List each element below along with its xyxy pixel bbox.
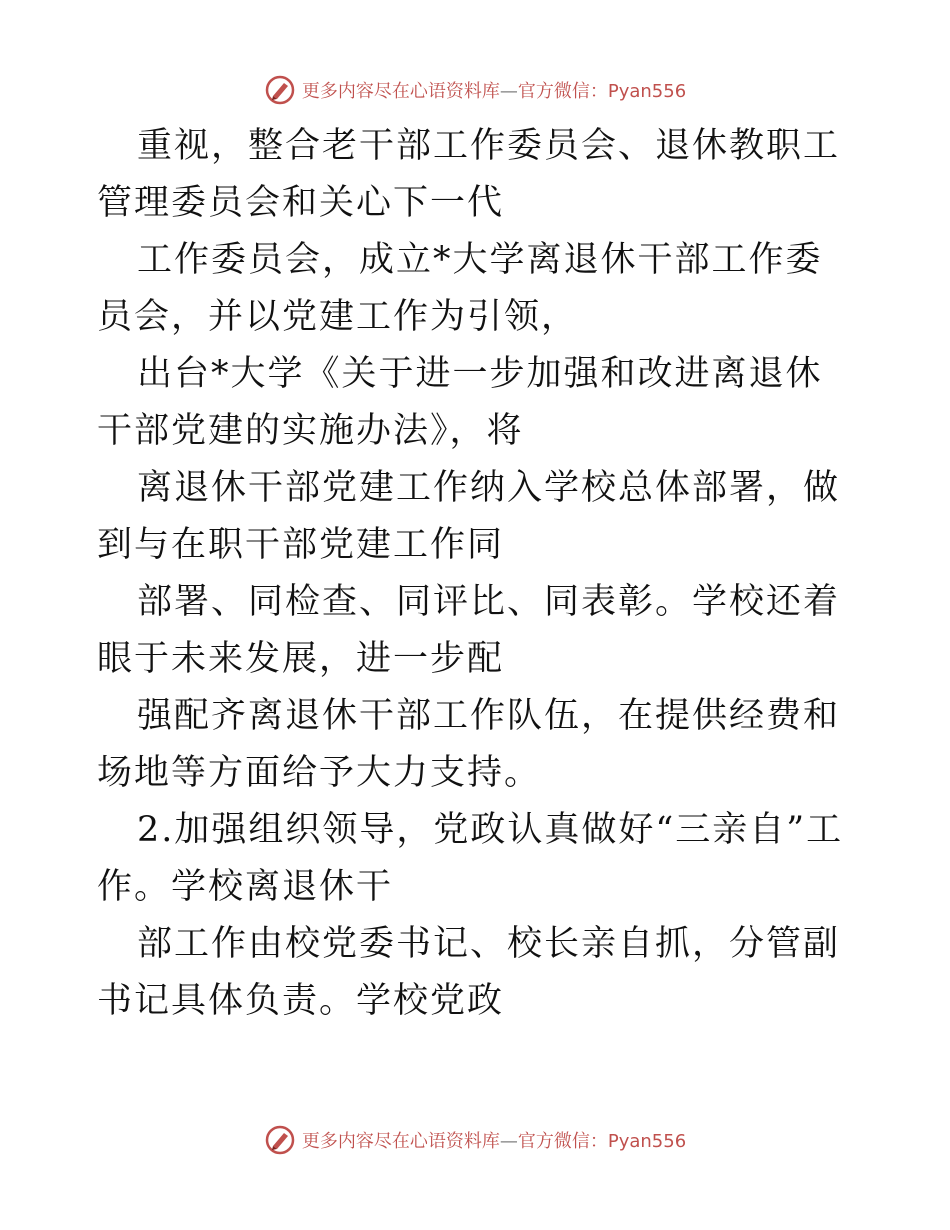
paragraph: 重视，整合老干部工作委员会、退休教职工管理委员会和关心下一代	[97, 126, 841, 223]
banner-wechat: 官方微信：Pyan556	[517, 81, 687, 102]
banner-title: 更多内容尽在心语资料库	[301, 81, 500, 102]
paragraph: 部工作由校党委书记、校长亲自抓，分管副书记具体负责。学校党政	[97, 924, 841, 1021]
paragraph: 2.加强组织领导，党政认真做好“三亲自”工作。学校离退休干	[97, 810, 844, 907]
banner-dash: —	[499, 81, 518, 102]
pen-circle-logo-icon	[264, 74, 296, 106]
banner-dash: —	[499, 1131, 518, 1152]
header-banner	[0, 70, 950, 110]
paragraph: 离退休干部党建工作纳入学校总体部署，做到与在职干部党建工作同	[97, 468, 841, 565]
footer-banner	[0, 1120, 950, 1160]
paragraph: 部署、同检查、同评比、同表彰。学校还着眼于未来发展，进一步配	[97, 582, 841, 679]
document-body	[97, 118, 857, 1030]
banner-text	[302, 77, 686, 103]
paragraph: 出台*大学《关于进一步加强和改进离退休干部党建的实施办法》，将	[97, 354, 823, 451]
banner-title: 更多内容尽在心语资料库	[301, 1131, 500, 1152]
paragraph: 工作委员会，成立*大学离退休干部工作委员会，并以党建工作为引领，	[97, 240, 823, 337]
banner-text	[302, 1127, 686, 1153]
pen-circle-logo-icon	[264, 1124, 296, 1156]
banner-wechat: 官方微信：Pyan556	[517, 1131, 687, 1152]
paragraph: 强配齐离退休干部工作队伍，在提供经费和场地等方面给予大力支持。	[97, 696, 841, 793]
